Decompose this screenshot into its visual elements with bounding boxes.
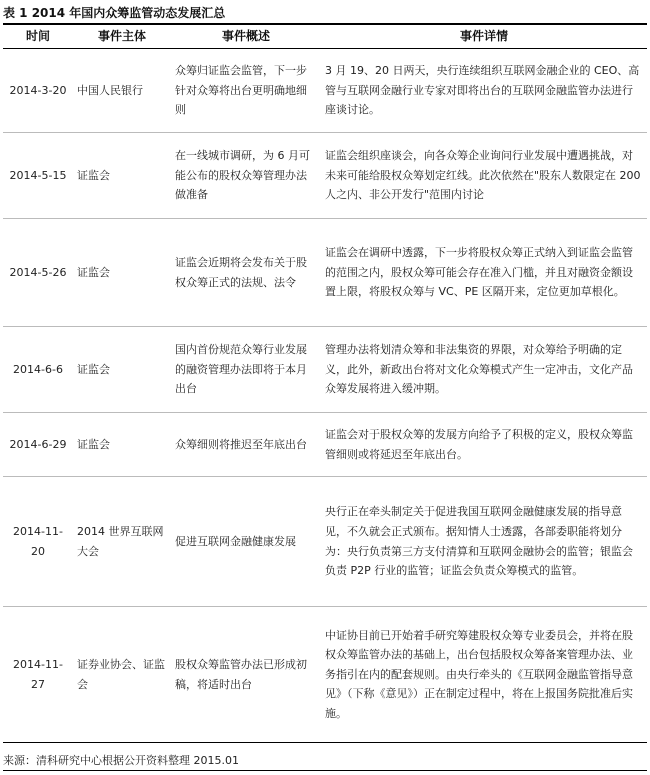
- table-row: [3, 477, 647, 607]
- bottom-rule: [3, 770, 647, 771]
- cell-date: 2014-5-15: [3, 133, 73, 219]
- table-header-row: [3, 26, 647, 49]
- table-row: [3, 219, 647, 327]
- cell-detail: 管理办法将划清众筹和非法集资的界限，对众筹给予明确的定义，此外，新政出台将对文化众筹模式产生一定冲击，文化产品众筹发展将进入缓冲期。: [321, 327, 647, 413]
- table-row: [3, 413, 647, 477]
- header-detail: 事件详情: [321, 26, 647, 49]
- cell-date: 2014-5-26: [3, 219, 73, 327]
- cell-subject: 中国人民银行: [73, 49, 171, 133]
- cell-subject: 证监会: [73, 327, 171, 413]
- cell-summary: 促进互联网金融健康发展: [171, 477, 321, 607]
- table-row: [3, 133, 647, 219]
- cell-subject: 证监会: [73, 133, 171, 219]
- cell-detail: 中证协目前已开始着手研究筹建股权众筹专业委员会，并将在股权众筹监管办法的基础上，出台包括股权众筹备案管理办法、业务指引在内的配套规则。由央行牵头的《互联网金融监管指导意见》（下称《意见》）正在制定过程中，将在上报国务院批准后实施。: [321, 607, 647, 743]
- cell-subject: 证监会: [73, 219, 171, 327]
- events-table: [3, 26, 647, 743]
- cell-date: 2014-11-27: [3, 607, 73, 743]
- header-summary: 事件概述: [171, 26, 321, 49]
- cell-date: 2014-6-29: [3, 413, 73, 477]
- table-title: 表 1 2014 年国内众筹监管动态发展汇总: [3, 6, 226, 20]
- cell-date: 2014-3-20: [3, 49, 73, 133]
- source-note: 来源：清科研究中心根据公开资料整理 2015.01: [3, 754, 239, 767]
- cell-subject: 证监会: [73, 413, 171, 477]
- cell-subject: 证券业协会、证监会: [73, 607, 171, 743]
- top-rule: [3, 23, 647, 25]
- cell-subject: 2014 世界互联网大会: [73, 477, 171, 607]
- header-date: 时间: [3, 26, 73, 49]
- header-subject: 事件主体: [73, 26, 171, 49]
- cell-detail: 证监会对于股权众筹的发展方向给予了积极的定义，股权众筹监管细则或将延迟至年底出台。: [321, 413, 647, 477]
- table-row: [3, 49, 647, 133]
- table-row: [3, 607, 647, 743]
- cell-summary: 众筹细则将推迟至年底出台: [171, 413, 321, 477]
- cell-detail: 3 月 19、20 日两天，央行连续组织互联网金融企业的 CEO、高管与互联网金融行业专家对即将出台的互联网金融监管办法进行座谈讨论。: [321, 49, 647, 133]
- table-row: [3, 327, 647, 413]
- cell-summary: 股权众筹监管办法已形成初稿，将适时出台: [171, 607, 321, 743]
- cell-summary: 国内首份规范众筹行业发展的融资管理办法即将于本月出台: [171, 327, 321, 413]
- cell-summary: 在一线城市调研，为 6 月可能公布的股权众筹管理办法做准备: [171, 133, 321, 219]
- cell-summary: 众筹归证监会监管，下一步针对众筹将出台更明确地细则: [171, 49, 321, 133]
- cell-summary: 证监会近期将会发布关于股权众筹正式的法规、法令: [171, 219, 321, 327]
- cell-date: 2014-6-6: [3, 327, 73, 413]
- cell-date: 2014-11-20: [3, 477, 73, 607]
- cell-detail: 央行正在牵头制定关于促进我国互联网金融健康发展的指导意见，不久就会正式颁布。据知情人士透露，各部委职能将划分为：央行负责第三方支付清算和互联网金融协会的监管；银监会负责 P2P 行业的监管；证监会负责众筹模式的监管。: [321, 477, 647, 607]
- cell-detail: 证监会组织座谈会，向各众筹企业询问行业发展中遭遇挑战，对未来可能给股权众筹划定红线。此次依然在"股东人数限定在 200 人之内、非公开发行"范围内讨论: [321, 133, 647, 219]
- cell-detail: 证监会在调研中透露，下一步将股权众筹正式纳入到证监会监管的范围之内，股权众筹可能会存在准入门槛，并且对融资金额设置上限，将股权众筹与 VC、PE 区隔开来，定位更加草根化。: [321, 219, 647, 327]
